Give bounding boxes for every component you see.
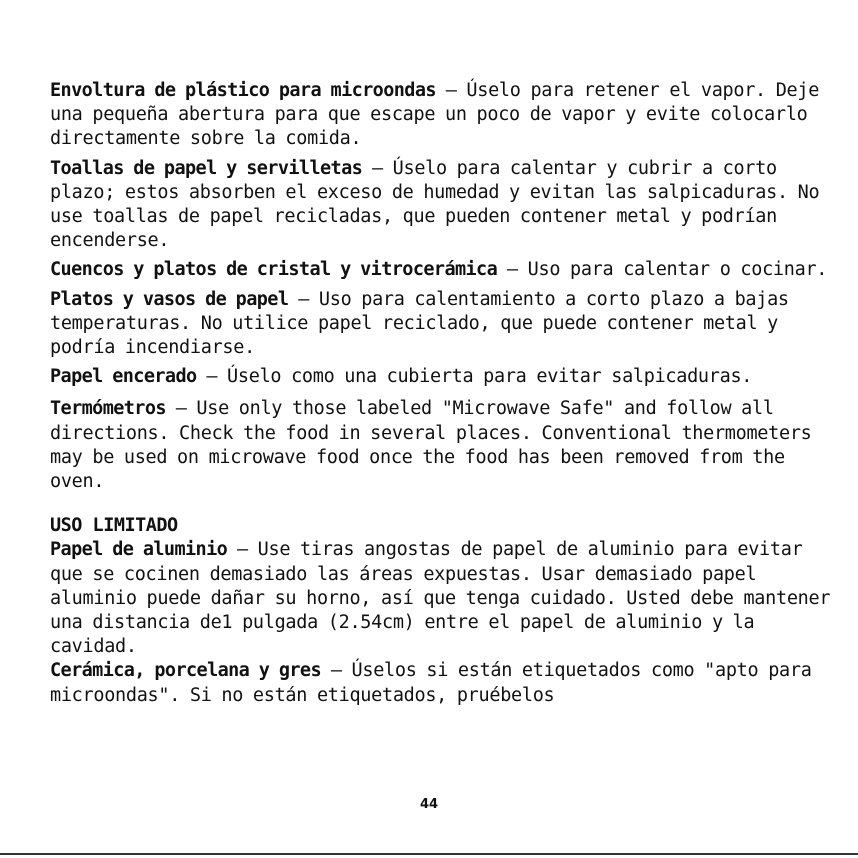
entry-description: – Use only those labeled "Microwave Safe" and follow all directions. Check the food in several places. Conventional thermometers may be used on microwave food once the food has been removed from the oven. <box>50 398 812 493</box>
document-body <box>50 79 835 708</box>
entry-paper-towels <box>50 157 835 254</box>
entry-description: – Use tiras angostas de papel de aluminio para evitar que se cocinen demasiado las áreas expuestas. Usar demasiado papel aluminio puede dañar su horno, así que tenga cuidado. Usted debe mantener una distancia de1 pulgada (2.54cm) entre el papel de aluminio y la cavidad. <box>50 539 831 658</box>
entry-term: Papel encerado <box>50 366 197 388</box>
bottom-divider <box>0 853 858 855</box>
entry-ceramic-porcelain <box>50 659 835 707</box>
entry-term: Papel de aluminio <box>50 539 228 561</box>
entry-description: – Úselo para calentar y cubrir a corto plazo; estos absorben el exceso de humedad y evitan las salpicaduras. No use toallas de papel recicladas, que pueden contener metal y podrían encenderse. <box>50 157 820 252</box>
entry-microwave-plastic-wrap <box>50 79 835 152</box>
entry-term: Cuencos y platos de cristal y vitrocerámica <box>50 259 498 281</box>
entry-glass-bowls <box>50 258 835 282</box>
entry-term: Toallas de papel y servilletas <box>50 157 363 179</box>
entry-term: Envoltura de plástico para microondas <box>50 80 436 101</box>
entry-term: Platos y vasos de papel <box>50 288 289 310</box>
section-heading-limited-use: USO LIMITADO <box>50 515 178 537</box>
page-number: 44 <box>419 797 439 812</box>
entry-paper-plates <box>50 288 835 361</box>
entry-description: – Úselo como una cubierta para evitar salpicaduras. <box>196 366 753 388</box>
entry-wax-paper <box>50 365 835 389</box>
entry-term: Termómetros <box>50 398 166 420</box>
entry-description: – Uso para calentamiento a corto plazo a bajas temperaturas. No utilice papel reciclado, que puede contener metal y podría incendiarse. <box>50 288 789 359</box>
entry-description: – Úselos si están etiquetados como "apto para microondas". Si no están etiquetados, pruébelos <box>50 660 812 706</box>
entry-description: – Úselo para retener el vapor. Deje una pequeña abertura para que escape un poco de vapor y evite colocarlo directamente sobre la comida. <box>50 80 820 150</box>
entry-description: – Uso para calentar o cocinar. <box>497 259 828 281</box>
entry-aluminum-foil <box>50 538 835 659</box>
entry-thermometers <box>50 397 835 494</box>
entry-term: Cerámica, porcelana y gres <box>50 660 321 682</box>
